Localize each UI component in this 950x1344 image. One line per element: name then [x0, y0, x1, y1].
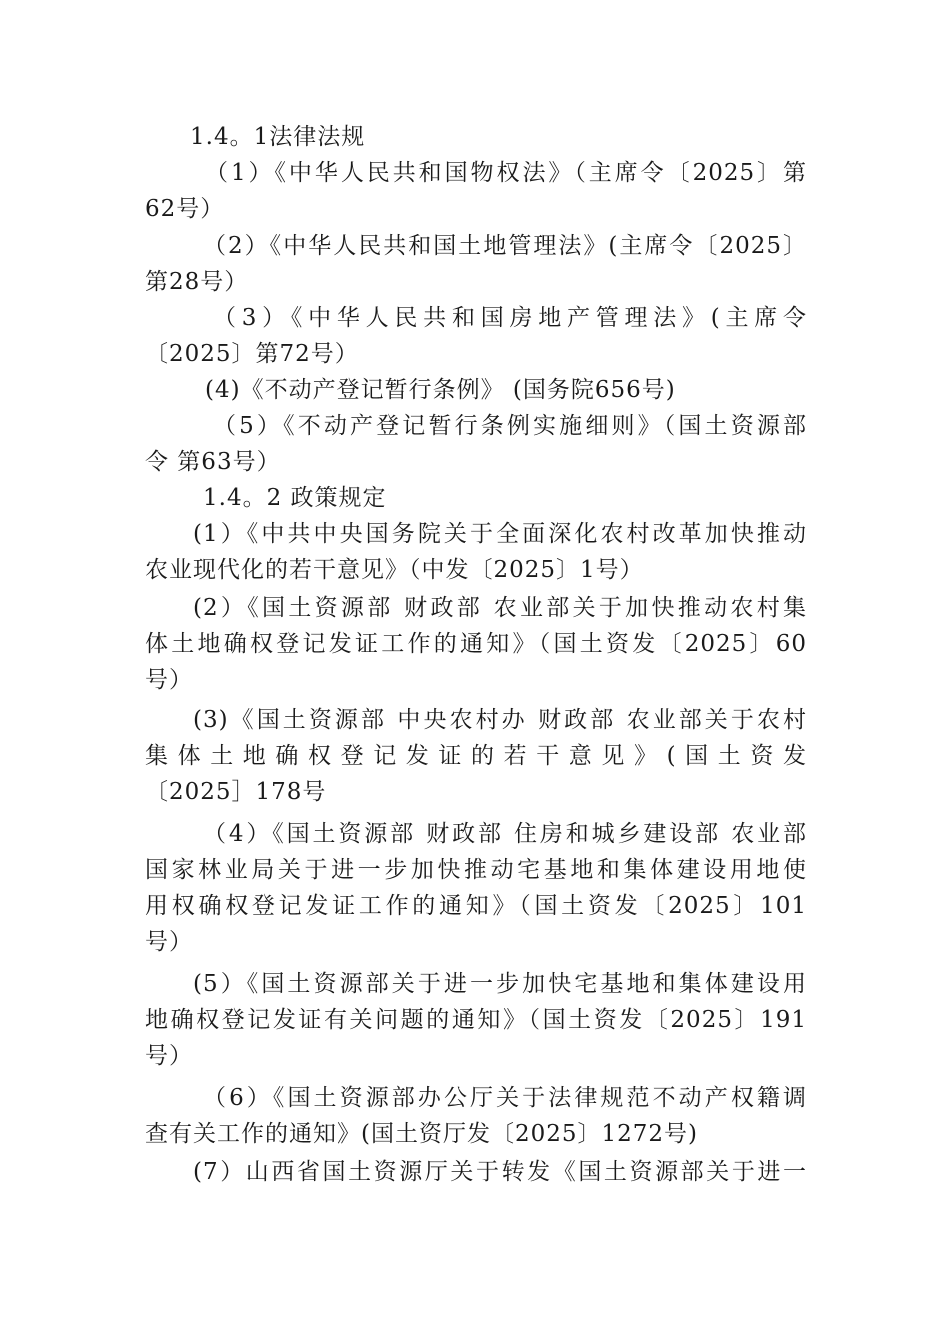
- law-item-4: (4)《不动产登记暂行条例》 (国务院656号): [205, 377, 676, 403]
- law-item-2-line-2: 第28号）: [145, 269, 249, 295]
- law-item-5-line-1: （5）《不动产登记暂行条例实施细则》（国土资源部: [213, 413, 807, 439]
- policy-item-5-line-3: 号）: [145, 1043, 193, 1069]
- policy-item-6-line-2: 查有关工作的通知》(国土资厅发〔2025〕1272号): [145, 1121, 699, 1147]
- section-heading-policies: 1.4。2 政策规定: [203, 485, 387, 511]
- policy-item-4-line-4: 号）: [145, 929, 193, 955]
- law-item-1-line-1: （1）《中华人民共和国物权法》（主席令〔2025〕第: [205, 160, 807, 186]
- policy-item-4-line-3: 用权确权登记发证工作的通知》（国土资发〔2025〕101: [145, 893, 807, 919]
- policy-item-2-line-2: 体土地确权登记发证工作的通知》（国土资发〔2025〕60: [145, 631, 807, 657]
- law-item-3-line-2: 〔2025〕第72号）: [145, 341, 359, 367]
- policy-item-3-line-2: 集体土地确权登记发证的若干意见》(国土资发: [145, 743, 807, 769]
- policy-item-3-line-1: (3)《国土资源部 中央农村办 财政部 农业部关于农村: [193, 707, 807, 733]
- policy-item-5-line-1: (5）《国土资源部关于进一步加快宅基地和集体建设用: [193, 971, 807, 997]
- section-heading-laws: 1.4。1法律法规: [190, 124, 366, 150]
- policy-item-3-line-3: 〔2025］178号: [145, 779, 327, 805]
- policy-item-1-line-2: 农业现代化的若干意见》（中发〔2025〕1号）: [145, 557, 644, 583]
- policy-item-4-line-1: （4）《国土资源部 财政部 住房和城乡建设部 农业部: [203, 821, 807, 847]
- policy-item-1-line-1: (1）《中共中央国务院关于全面深化农村改革加快推动: [193, 521, 807, 547]
- law-item-5-line-2: 令 第63号）: [145, 449, 281, 475]
- policy-item-4-line-2: 国家林业局关于进一步加快推动宅基地和集体建设用地使: [145, 857, 807, 883]
- policy-item-7-line-1: (7）山西省国土资源厅关于转发《国土资源部关于进一: [193, 1159, 807, 1185]
- law-item-2-line-1: （2）《中华人民共和国土地管理法》(主席令〔2025〕: [203, 233, 807, 259]
- policy-item-5-line-2: 地确权登记发证有关问题的通知》（国土资发〔2025〕191: [145, 1007, 807, 1033]
- policy-item-2-line-1: (2）《国土资源部 财政部 农业部关于加快推动农村集: [193, 595, 807, 621]
- policy-item-2-line-3: 号）: [145, 667, 193, 693]
- law-item-1-line-2: 62号）: [145, 196, 225, 222]
- policy-item-6-line-1: （6）《国土资源部办公厅关于法律规范不动产权籍调: [203, 1085, 807, 1111]
- law-item-3-line-1: （3）《中华人民共和国房地产管理法》(主席令: [213, 305, 807, 331]
